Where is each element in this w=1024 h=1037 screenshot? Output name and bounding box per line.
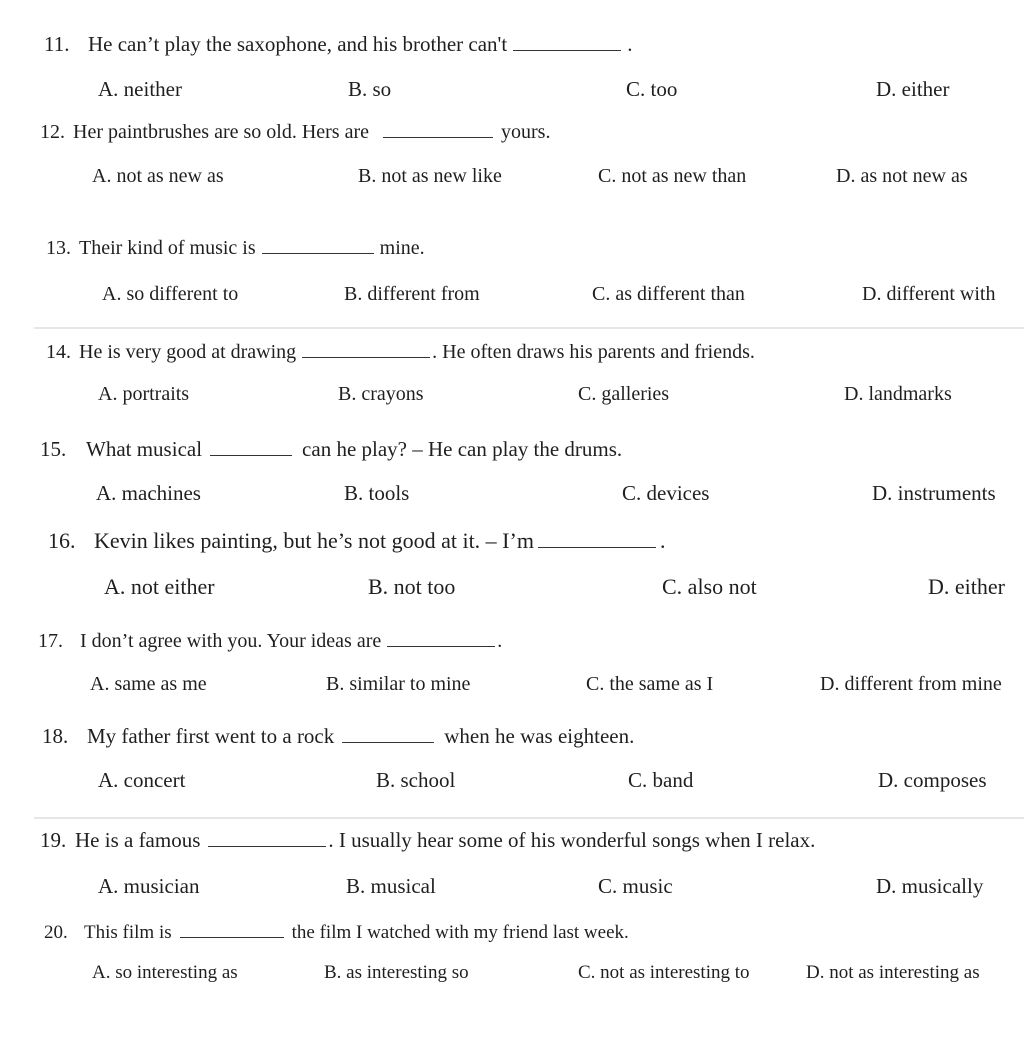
question-number: 19.	[40, 828, 67, 852]
answer-blank	[262, 252, 374, 254]
option-b: B. school	[376, 768, 456, 792]
question-text-after: the film I watched with my friend last week.	[291, 922, 629, 943]
divider	[34, 817, 1024, 819]
question-number: 15.	[40, 437, 67, 461]
option-a: A. so interesting as	[92, 962, 238, 983]
answer-blank	[342, 741, 434, 743]
option-c: C. as different than	[592, 283, 745, 305]
option-a: A. not either	[104, 574, 215, 599]
question-15	[40, 437, 622, 462]
answer-blank	[513, 49, 621, 51]
option-a: A. not as new as	[92, 165, 224, 187]
question-number: 20.	[44, 922, 68, 943]
question-text-before: He can’t play the saxophone, and his brother can't	[88, 32, 508, 56]
question-number: 14.	[46, 341, 71, 363]
option-d: D. landmarks	[844, 383, 952, 405]
question-14	[46, 341, 755, 364]
question-text-after: mine.	[379, 237, 425, 259]
question-number: 17.	[38, 630, 63, 652]
question-text-after: when he was eighteen.	[444, 724, 635, 748]
option-c: C. band	[628, 768, 694, 792]
option-d: D. either	[876, 77, 950, 101]
option-d: D. as not new as	[836, 165, 968, 187]
question-13	[46, 237, 425, 260]
option-d: D. different with	[862, 283, 996, 305]
option-c: C. galleries	[578, 383, 670, 405]
answer-blank	[387, 645, 495, 647]
option-d: D. either	[928, 574, 1005, 599]
option-a: A. concert	[98, 768, 186, 792]
option-d: D. composes	[878, 768, 987, 792]
option-d: D. instruments	[872, 481, 996, 505]
option-c: C. the same as I	[586, 673, 714, 695]
option-c: C. also not	[662, 574, 757, 599]
question-text-before: Her paintbrushes are so old. Hers are	[73, 121, 370, 143]
divider	[34, 327, 1024, 329]
question-number: 13.	[46, 237, 71, 259]
question-11	[44, 32, 632, 57]
answer-blank	[180, 936, 284, 938]
question-17	[38, 630, 502, 653]
question-text-after: yours.	[501, 121, 551, 143]
option-a: A. neither	[98, 77, 182, 101]
question-text-before: My father first went to a rock	[87, 724, 335, 748]
question-text-before: This film is	[84, 922, 172, 943]
option-c: C. not as new than	[598, 165, 747, 187]
option-a: A. same as me	[90, 673, 207, 695]
option-b: B. different from	[344, 283, 480, 305]
question-text-after: .	[497, 630, 503, 652]
question-text-before: What musical	[86, 437, 203, 461]
question-number: 16.	[48, 528, 76, 553]
answer-blank	[538, 546, 656, 548]
question-text-before: He is a famous	[75, 828, 201, 852]
option-a: A. portraits	[98, 383, 190, 405]
answer-blank	[208, 845, 326, 847]
question-19	[40, 828, 815, 853]
question-text-before: I don’t agree with you. Your ideas are	[80, 630, 382, 652]
question-20	[44, 922, 629, 944]
answer-blank	[383, 136, 493, 138]
option-d: D. musically	[876, 874, 984, 898]
question-text-after: .	[659, 528, 666, 553]
question-16	[48, 528, 665, 554]
option-d: D. different from mine	[820, 673, 1002, 695]
question-18	[42, 724, 634, 749]
question-number: 12.	[40, 121, 65, 143]
option-b: B. so	[348, 77, 392, 101]
question-text-after: .	[627, 32, 633, 56]
option-b: B. as interesting so	[324, 962, 469, 983]
option-a: A. musician	[98, 874, 200, 898]
option-b: B. not as new like	[358, 165, 502, 187]
option-c: C. too	[626, 77, 678, 101]
question-12	[40, 121, 550, 144]
question-number: 18.	[42, 724, 69, 748]
answer-blank	[302, 356, 430, 358]
answer-blank	[210, 454, 292, 456]
option-b: B. tools	[344, 481, 410, 505]
question-text-before: He is very good at drawing	[79, 341, 297, 363]
option-a: A. so different to	[102, 283, 239, 305]
option-a: A. machines	[96, 481, 201, 505]
option-b: B. musical	[346, 874, 436, 898]
option-c: C. music	[598, 874, 673, 898]
option-c: C. not as interesting to	[578, 962, 750, 983]
option-b: B. not too	[368, 574, 456, 599]
option-c: C. devices	[622, 481, 710, 505]
question-text-after: . I usually hear some of his wonderful songs when I relax.	[328, 828, 816, 852]
question-text-after: can he play? – He can play the drums.	[302, 437, 623, 461]
option-b: B. crayons	[338, 383, 424, 405]
option-b: B. similar to mine	[326, 673, 471, 695]
question-text-after: . He often draws his parents and friends.	[432, 341, 755, 363]
option-d: D. not as interesting as	[806, 962, 980, 983]
question-text-before: Their kind of music is	[79, 237, 256, 259]
question-number: 11.	[44, 32, 70, 56]
question-text-before: Kevin likes painting, but he’s not good at it. – I’m	[94, 528, 534, 553]
